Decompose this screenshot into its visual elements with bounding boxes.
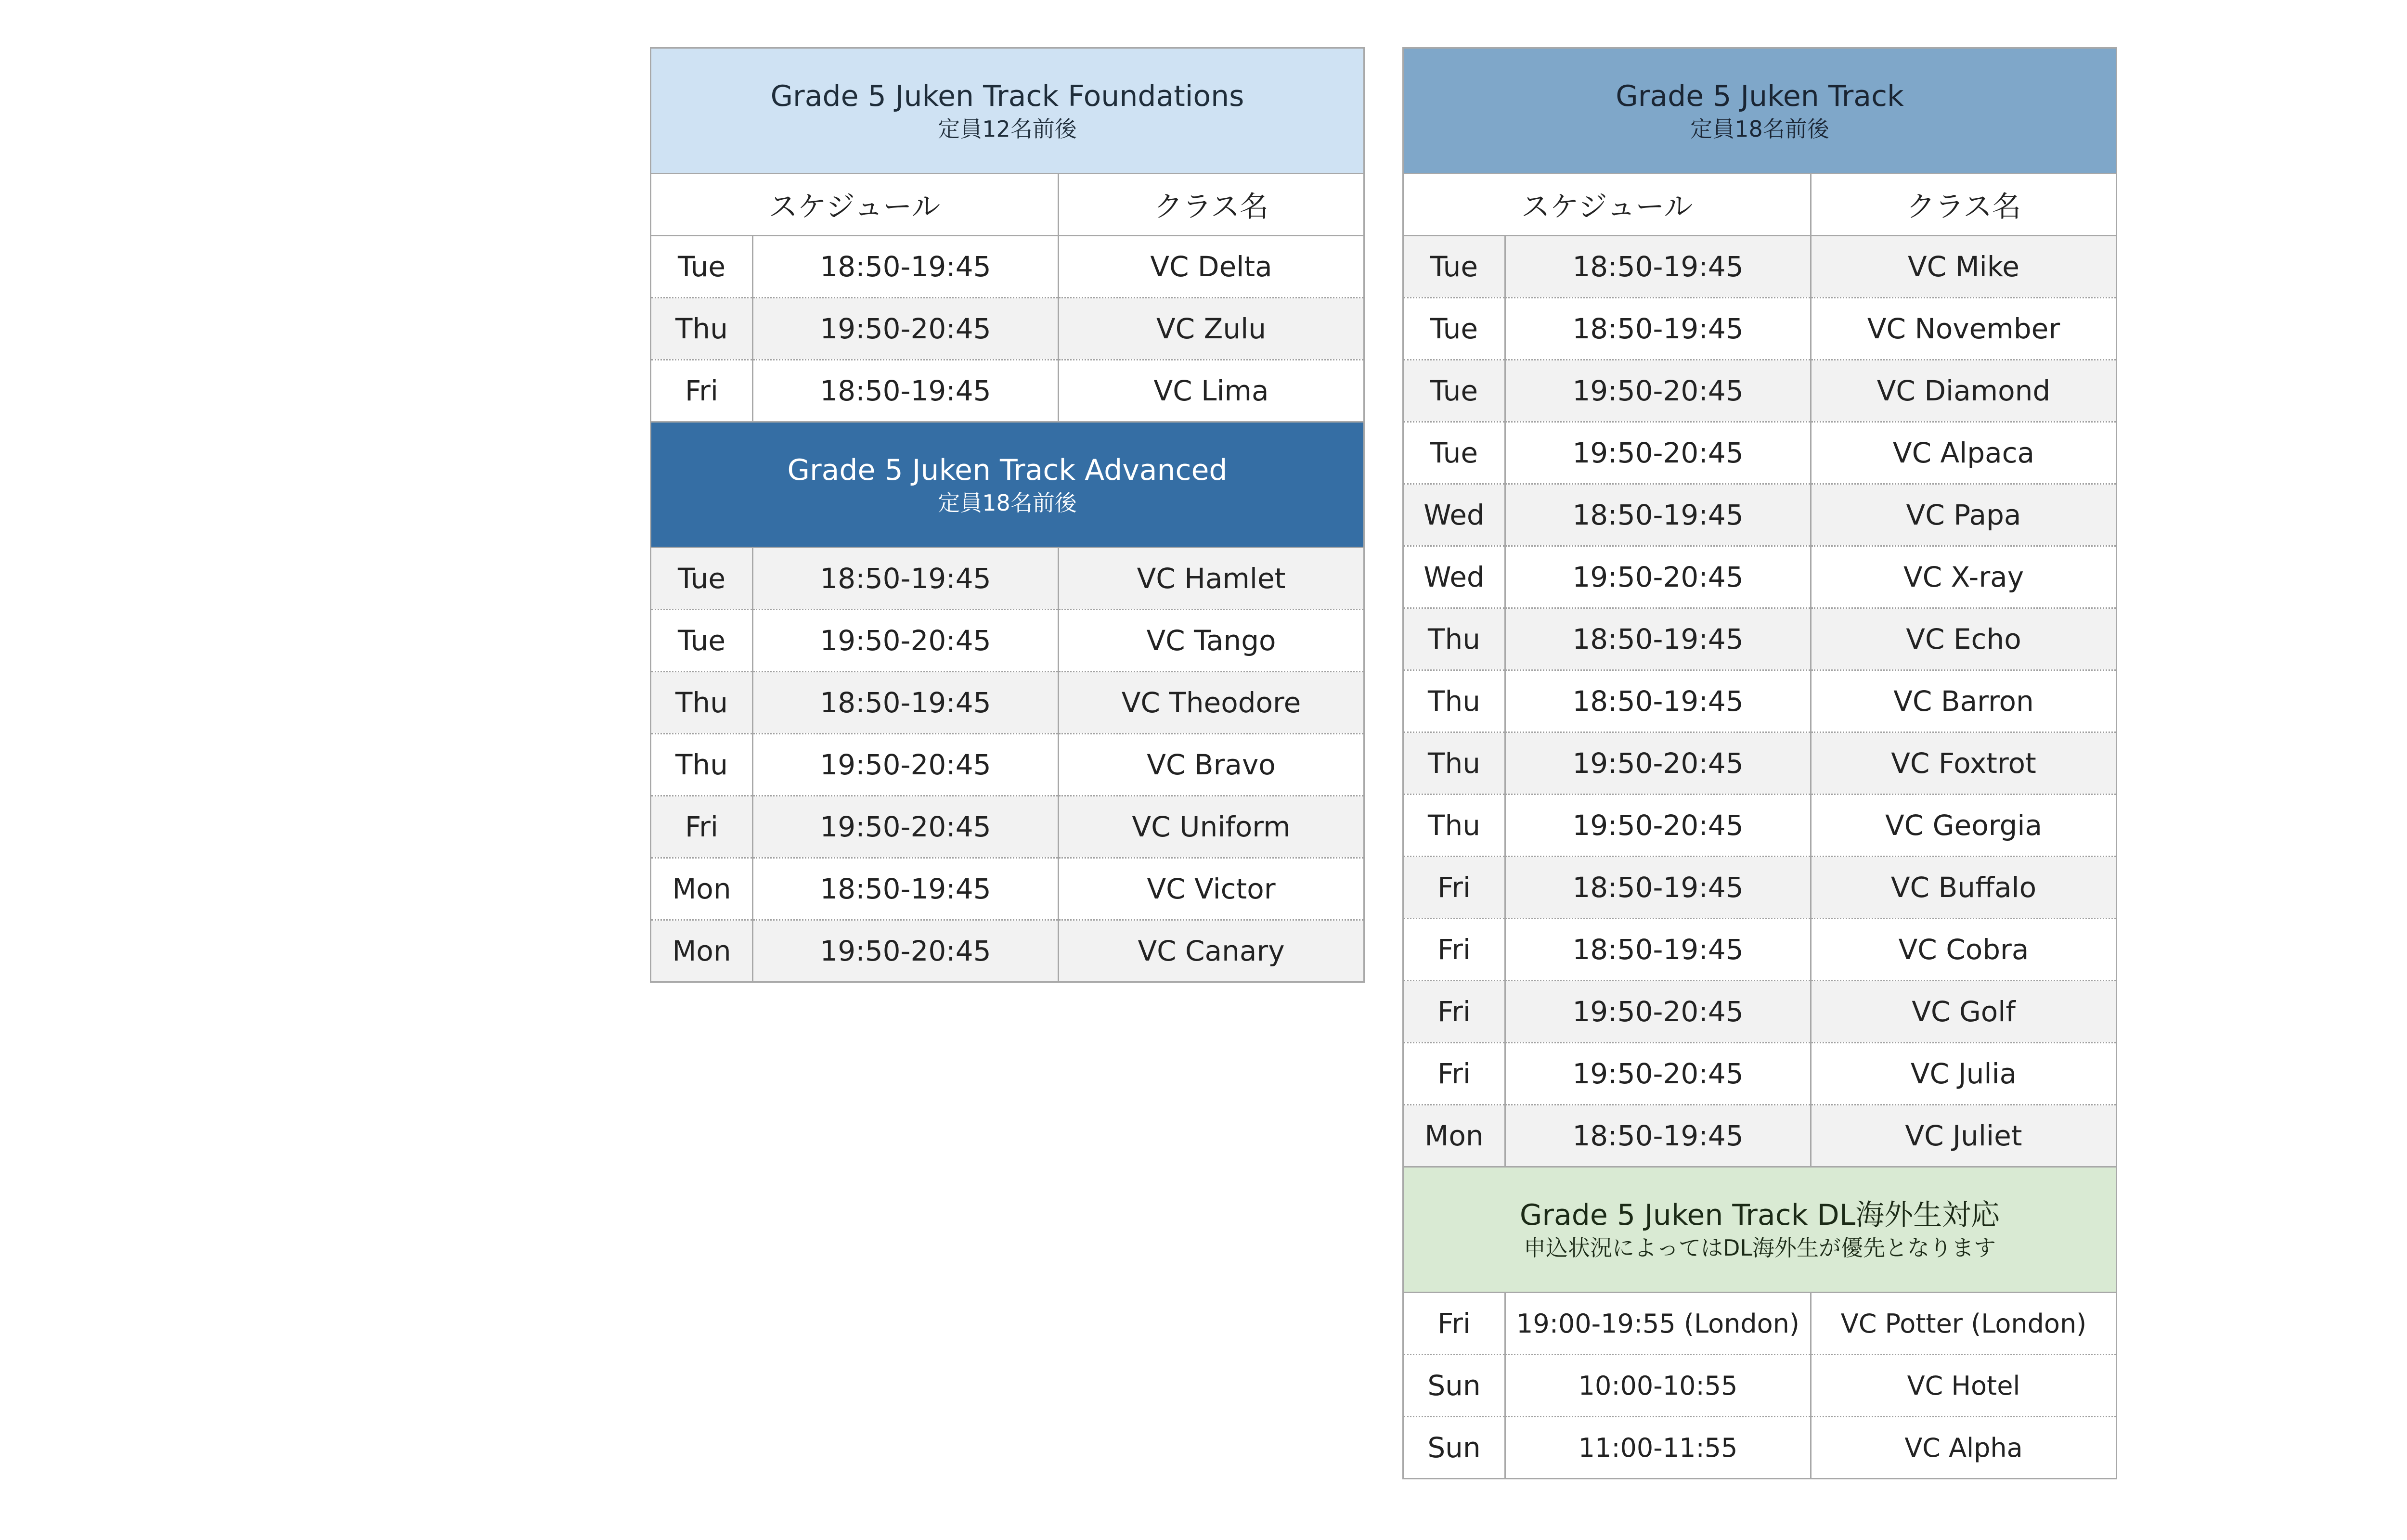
dl-overseas-header: [1403, 1167, 2117, 1293]
schedule-row: [1403, 857, 2117, 919]
class-name-cell: VC Canary: [1059, 920, 1364, 982]
schedule-column-header: スケジュール: [651, 174, 1059, 236]
day-cell: Tue: [1403, 236, 1505, 298]
class-name-cell: VC Tango: [1059, 610, 1364, 672]
time-cell: 11:00-11:55: [1505, 1417, 1811, 1479]
class-name-cell: VC Juliet: [1811, 1105, 2117, 1167]
schedule-row: [1403, 236, 2117, 298]
day-cell: Thu: [651, 298, 753, 360]
day-cell: Mon: [1403, 1105, 1505, 1167]
schedule-row: [651, 920, 1364, 982]
class-name-cell: VC Foxtrot: [1811, 732, 2117, 795]
class-name-cell: VC Papa: [1811, 484, 2117, 546]
schedule-row: [1403, 670, 2117, 732]
left-column-header-row: [651, 174, 1364, 236]
schedule-row: [1403, 298, 2117, 360]
time-cell: 19:50-20:45: [753, 920, 1059, 982]
schedule-row: [1403, 360, 2117, 422]
day-cell: Fri: [1403, 857, 1505, 919]
class-name-cell: VC Delta: [1059, 236, 1364, 298]
class-name-cell: VC Zulu: [1059, 298, 1364, 360]
time-cell: 19:50-20:45: [753, 298, 1059, 360]
class-name-cell: VC Alpaca: [1811, 422, 2117, 484]
day-cell: Tue: [1403, 422, 1505, 484]
schedule-row: [1403, 732, 2117, 795]
class-name-cell: VC Golf: [1811, 981, 2117, 1043]
class-name-cell: VC Buffalo: [1811, 857, 2117, 919]
schedule-row: [651, 360, 1364, 422]
schedule-row: [1403, 1105, 2117, 1167]
schedule-row: [651, 734, 1364, 796]
class-name-cell: VC Theodore: [1059, 672, 1364, 734]
time-cell: 19:50-20:45: [1505, 1043, 1811, 1105]
time-cell: 18:50-19:45: [1505, 919, 1811, 981]
time-cell: 18:50-19:45: [1505, 1105, 1811, 1167]
time-cell: 18:50-19:45: [1505, 236, 1811, 298]
schedule-row: [651, 796, 1364, 858]
time-cell: 19:50-20:45: [753, 796, 1059, 858]
day-cell: Tue: [651, 610, 753, 672]
time-cell: 19:50-20:45: [1505, 732, 1811, 795]
time-cell: 19:00-19:55 (London): [1505, 1293, 1811, 1355]
day-cell: Tue: [651, 236, 753, 298]
dl-overseas-rows: [1403, 1293, 2117, 1479]
day-cell: Thu: [1403, 795, 1505, 857]
class-name-cell: VC November: [1811, 298, 2117, 360]
class-name-cell: VC Potter (London): [1811, 1293, 2117, 1355]
advanced-rows: [651, 548, 1364, 982]
day-cell: Fri: [1403, 981, 1505, 1043]
schedule-row: [1403, 422, 2117, 484]
class-name-cell: VC Mike: [1811, 236, 2117, 298]
time-cell: 19:50-20:45: [753, 610, 1059, 672]
class-name-column-header: クラス名: [1059, 174, 1364, 236]
day-cell: Tue: [651, 548, 753, 610]
time-cell: 19:50-20:45: [753, 734, 1059, 796]
schedule-row: [1403, 1417, 2117, 1479]
foundations-title: Grade 5 Juken Track Foundations: [770, 79, 1244, 114]
class-name-cell: VC Georgia: [1811, 795, 2117, 857]
day-cell: Fri: [651, 360, 753, 422]
foundations-header: [651, 48, 1364, 174]
time-cell: 18:50-19:45: [753, 548, 1059, 610]
schedule-row: [651, 548, 1364, 610]
schedule-row: [1403, 981, 2117, 1043]
time-cell: 18:50-19:45: [753, 236, 1059, 298]
day-cell: Thu: [651, 734, 753, 796]
schedule-row: [1403, 608, 2117, 670]
advanced-title: Grade 5 Juken Track Advanced: [787, 453, 1228, 488]
class-name-cell: VC Alpha: [1811, 1417, 2117, 1479]
time-cell: 19:50-20:45: [1505, 795, 1811, 857]
time-cell: 18:50-19:45: [753, 672, 1059, 734]
standard-header: [1403, 48, 2117, 174]
time-cell: 19:50-20:45: [1505, 546, 1811, 608]
day-cell: Sun: [1403, 1355, 1505, 1417]
schedule-row: [1403, 1043, 2117, 1105]
class-name-cell: VC Cobra: [1811, 919, 2117, 981]
schedule-row: [1403, 1355, 2117, 1417]
time-cell: 18:50-19:45: [753, 360, 1059, 422]
schedule-row: [1403, 795, 2117, 857]
day-cell: Tue: [1403, 360, 1505, 422]
class-name-cell: VC Victor: [1059, 858, 1364, 920]
schedule-row: [1403, 546, 2117, 608]
class-name-cell: VC Diamond: [1811, 360, 2117, 422]
schedule-row: [651, 236, 1364, 298]
time-cell: 18:50-19:45: [1505, 670, 1811, 732]
schedule-row: [1403, 484, 2117, 546]
day-cell: Fri: [1403, 1293, 1505, 1355]
class-name-cell: VC Lima: [1059, 360, 1364, 422]
time-cell: 18:50-19:45: [753, 858, 1059, 920]
day-cell: Thu: [1403, 732, 1505, 795]
advanced-capacity: 定員18名前後: [938, 490, 1077, 516]
time-cell: 19:50-20:45: [1505, 360, 1811, 422]
day-cell: Mon: [651, 858, 753, 920]
day-cell: Sun: [1403, 1417, 1505, 1479]
time-cell: 18:50-19:45: [1505, 298, 1811, 360]
time-cell: 19:50-20:45: [1505, 422, 1811, 484]
day-cell: Thu: [1403, 608, 1505, 670]
day-cell: Fri: [1403, 919, 1505, 981]
class-name-cell: VC X-ray: [1811, 546, 2117, 608]
time-cell: 10:00-10:55: [1505, 1355, 1811, 1417]
class-name-column-header: クラス名: [1811, 174, 2117, 236]
day-cell: Fri: [1403, 1043, 1505, 1105]
time-cell: 18:50-19:45: [1505, 484, 1811, 546]
day-cell: Mon: [651, 920, 753, 982]
time-cell: 18:50-19:45: [1505, 608, 1811, 670]
day-cell: Tue: [1403, 298, 1505, 360]
day-cell: Thu: [1403, 670, 1505, 732]
right-column-header-row: [1403, 174, 2117, 236]
class-name-cell: VC Hotel: [1811, 1355, 2117, 1417]
day-cell: Fri: [651, 796, 753, 858]
day-cell: Wed: [1403, 484, 1505, 546]
day-cell: Thu: [651, 672, 753, 734]
left-schedule-table: [650, 47, 1365, 983]
schedule-row: [651, 298, 1364, 360]
standard-title: Grade 5 Juken Track: [1616, 79, 1904, 114]
schedule-row: [1403, 1293, 2117, 1355]
standard-rows: [1403, 236, 2117, 1167]
schedule-column-header: スケジュール: [1403, 174, 1811, 236]
advanced-header: [651, 422, 1364, 548]
class-name-cell: VC Julia: [1811, 1043, 2117, 1105]
class-name-cell: VC Barron: [1811, 670, 2117, 732]
class-name-cell: VC Uniform: [1059, 796, 1364, 858]
time-cell: 18:50-19:45: [1505, 857, 1811, 919]
foundations-rows: [651, 236, 1364, 422]
class-name-cell: VC Echo: [1811, 608, 2117, 670]
schedule-row: [651, 858, 1364, 920]
dl-overseas-title: Grade 5 Juken Track DL海外生対応: [1519, 1198, 2000, 1232]
dl-overseas-note: 申込状況によってはDL海外生が優先となります: [1523, 1235, 1996, 1261]
class-name-cell: VC Bravo: [1059, 734, 1364, 796]
foundations-capacity: 定員12名前後: [938, 116, 1077, 142]
schedule-row: [651, 672, 1364, 734]
day-cell: Wed: [1403, 546, 1505, 608]
time-cell: 19:50-20:45: [1505, 981, 1811, 1043]
class-name-cell: VC Hamlet: [1059, 548, 1364, 610]
right-schedule-table: [1402, 47, 2117, 1479]
standard-capacity: 定員18名前後: [1690, 116, 1829, 142]
schedule-row: [1403, 919, 2117, 981]
schedule-row: [651, 610, 1364, 672]
